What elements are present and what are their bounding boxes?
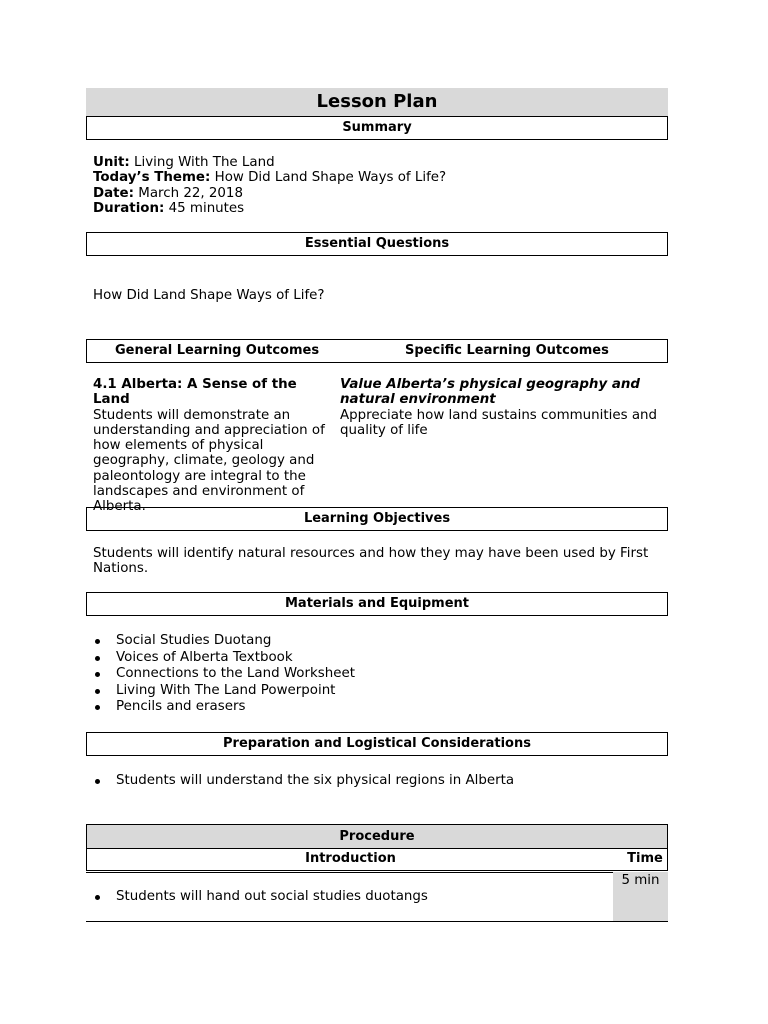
materials-list — [93, 633, 653, 716]
unit-label: Unit: — [93, 155, 130, 170]
list-item: Connections to the Land Worksheet — [93, 666, 653, 683]
list-item: Students will hand out social studies duotangs — [93, 889, 603, 906]
page-title: Lesson Plan — [86, 88, 668, 116]
list-item: Living With The Land Powerpoint — [93, 683, 653, 700]
materials-header: Materials and Equipment — [86, 592, 668, 616]
introduction-heading: Introduction — [305, 851, 396, 866]
unit-value: Living With The Land — [134, 155, 275, 170]
general-outcomes-heading: General Learning Outcomes — [115, 343, 320, 358]
list-item: Pencils and erasers — [93, 699, 653, 716]
general-outcome-cell — [93, 377, 325, 515]
essential-question-text: How Did Land Shape Ways of Life? — [93, 288, 325, 303]
time-value: 5 min — [621, 873, 660, 888]
summary-header: Summary — [86, 116, 668, 140]
unit-line — [93, 155, 653, 170]
list-item: Social Studies Duotang — [93, 633, 653, 650]
time-cell — [613, 872, 668, 921]
theme-line — [93, 170, 653, 185]
specific-outcome-cell — [340, 377, 662, 438]
list-item: Students will understand the six physical regions in Alberta — [93, 773, 653, 790]
theme-value: How Did Land Shape Ways of Life? — [214, 170, 447, 186]
specific-outcome-title: Value Alberta’s physical geography and natural environment — [340, 377, 640, 408]
general-outcome-text: Students will demonstrate an understanding and appreciation of how elements of physical geography, climate, geology and paleontology are integral to the landscapes and environment of Alberta. — [93, 407, 325, 515]
general-outcome-title: 4.1 Alberta: A Sense of the Land — [93, 377, 297, 408]
essential-questions-header: Essential Questions — [86, 232, 668, 256]
learning-objectives-header: Learning Objectives — [86, 507, 668, 531]
duration-line — [93, 201, 653, 216]
theme-label: Today’s Theme: — [93, 170, 211, 186]
specific-outcomes-heading: Specific Learning Outcomes — [405, 343, 609, 358]
specific-outcome-text: Appreciate how land sustains communities and quality of life — [340, 407, 658, 438]
date-line — [93, 186, 653, 201]
procedure-list — [93, 889, 603, 906]
time-heading: Time — [627, 851, 663, 866]
table-bottom-divider — [86, 921, 668, 922]
preparation-header: Preparation and Logistical Considerations — [86, 732, 668, 756]
duration-value: 45 minutes — [168, 200, 245, 216]
procedure-header: Procedure — [86, 824, 668, 849]
procedure-table — [86, 824, 668, 873]
date-label: Date: — [93, 185, 134, 201]
summary-details — [93, 155, 653, 216]
list-item: Voices of Alberta Textbook — [93, 650, 653, 667]
date-value: March 22, 2018 — [138, 185, 243, 201]
outcomes-header — [86, 339, 668, 363]
learning-objectives-text: Students will identify natural resources and how they may have been used by First Nations. — [93, 546, 649, 577]
preparation-list — [93, 773, 653, 790]
duration-label: Duration: — [93, 200, 165, 216]
procedure-subheader — [86, 848, 668, 871]
